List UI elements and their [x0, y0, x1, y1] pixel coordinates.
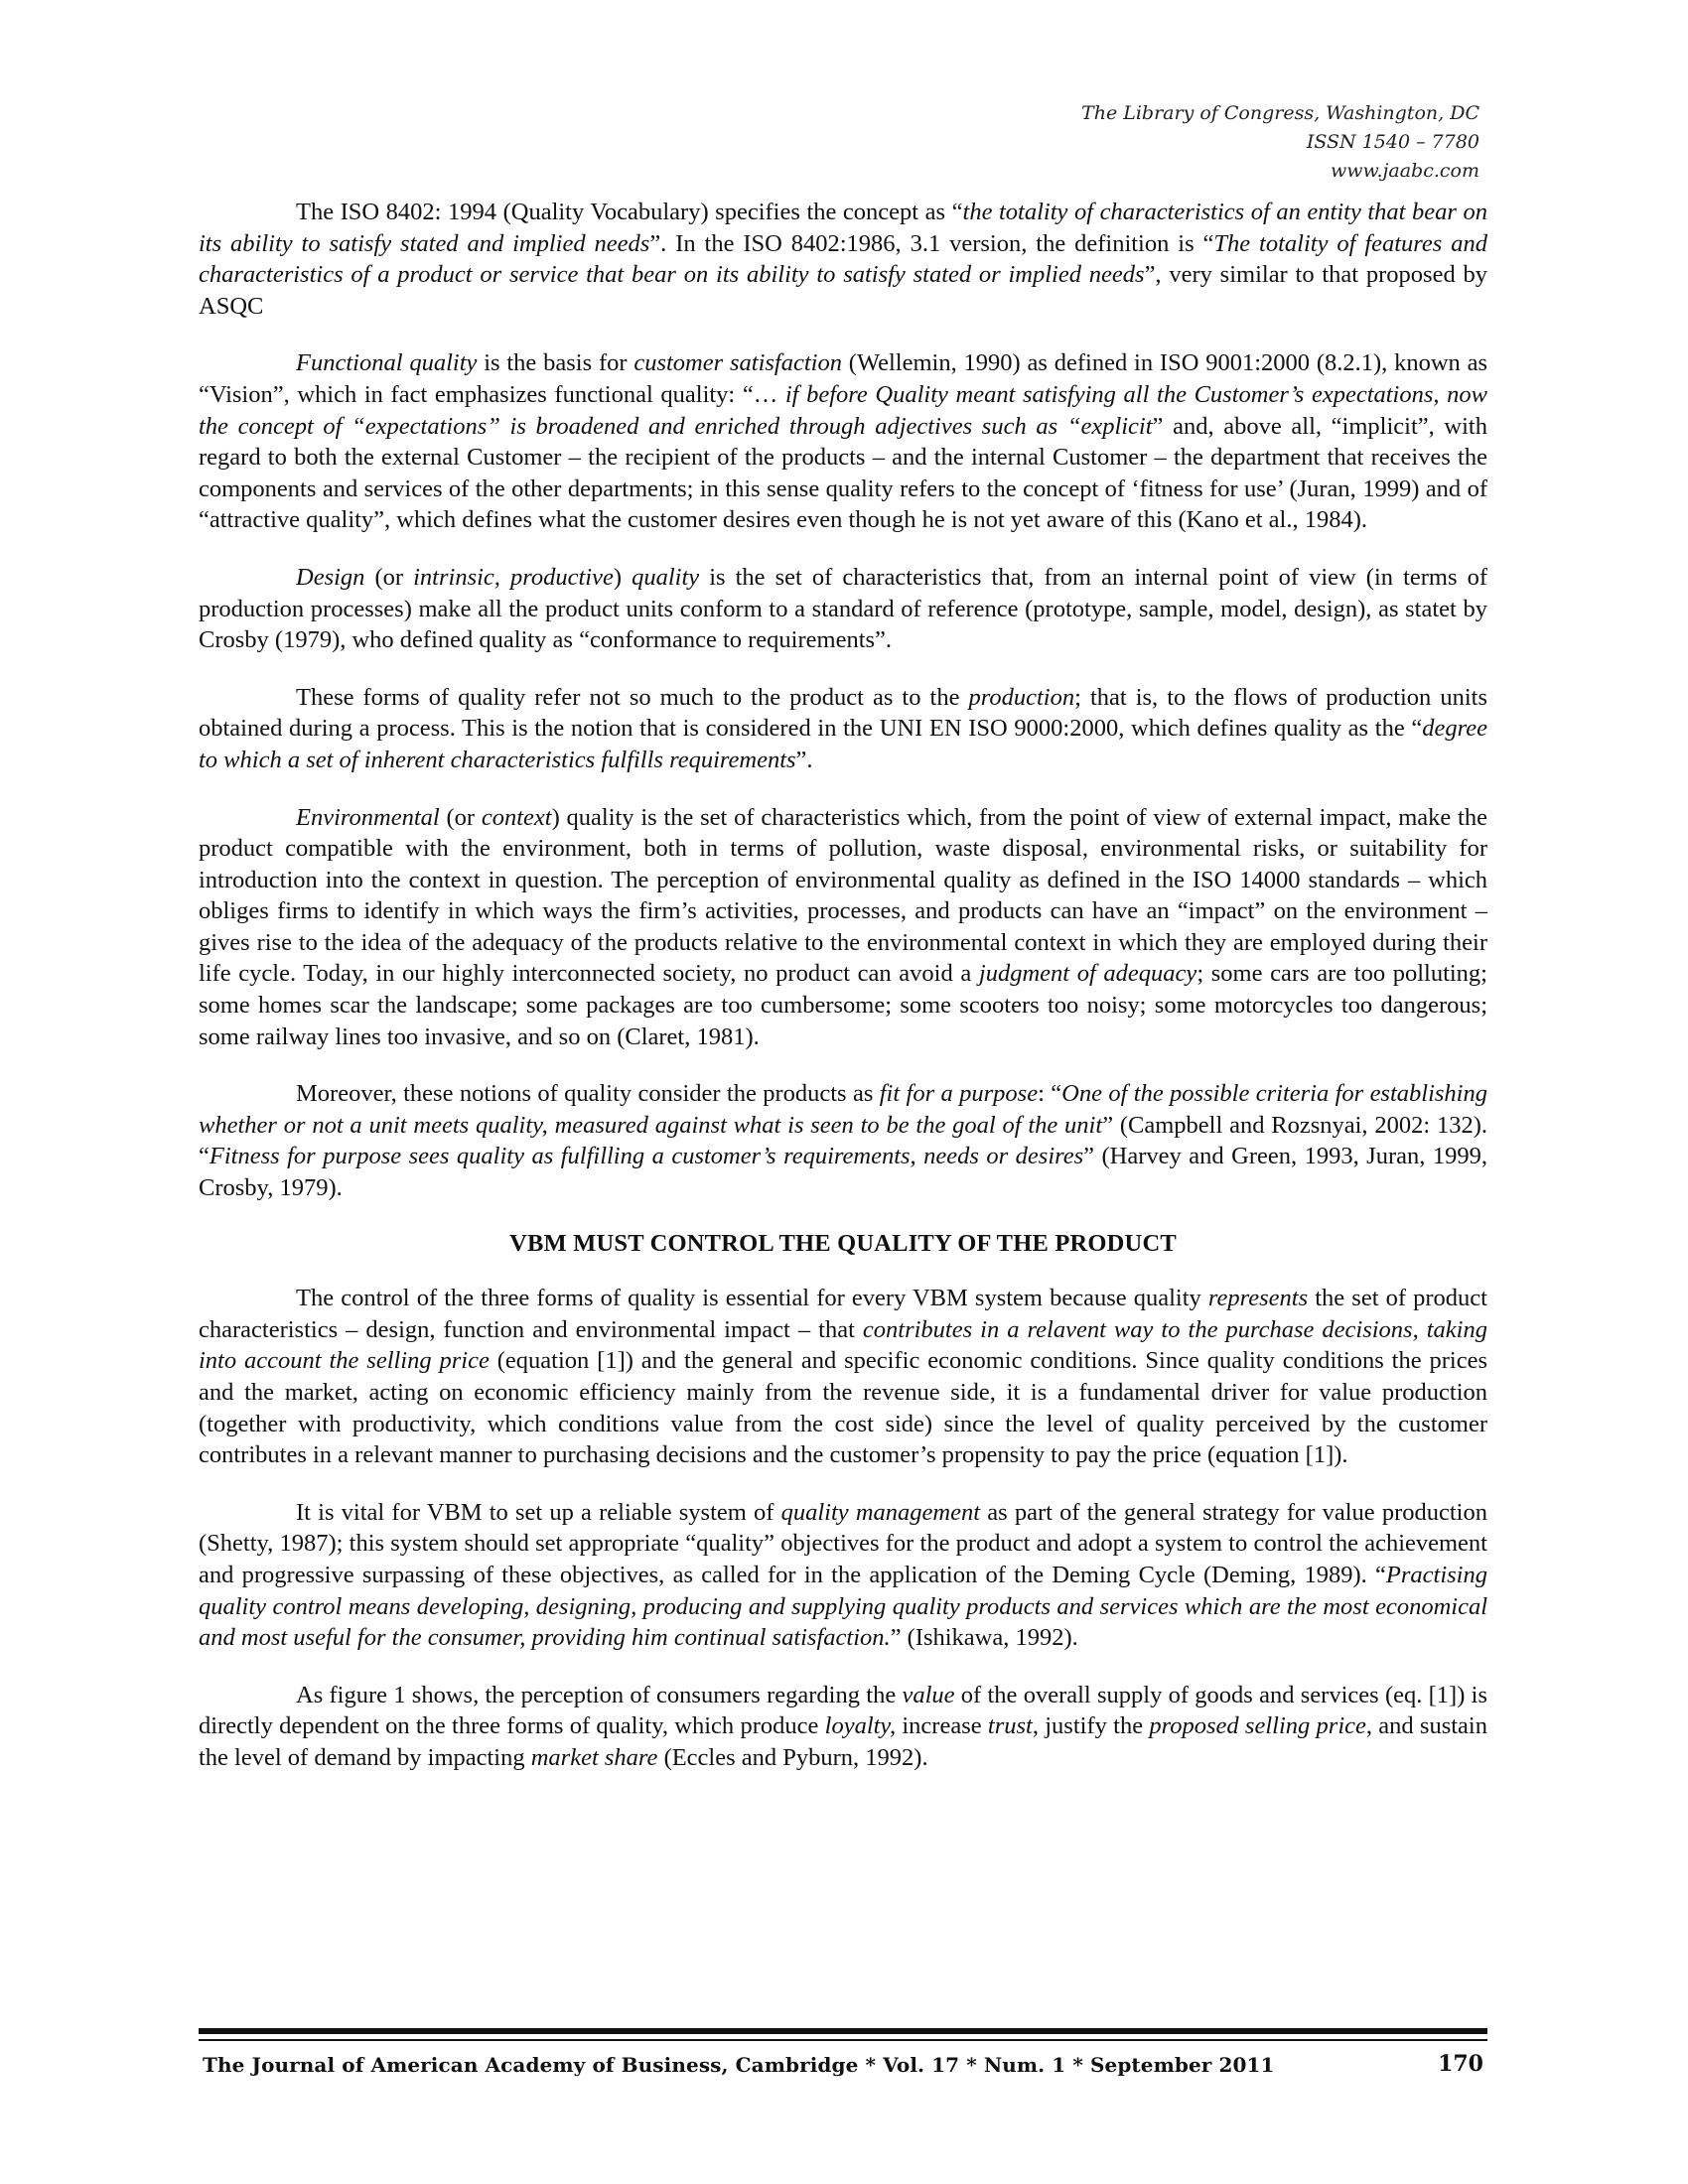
article-body [199, 197, 1487, 1800]
emphasis-text: contributes in a relavent way to the purchase decisions, taking into account the selling price [199, 1315, 1487, 1375]
emphasis-text: if before Quality meant satisfying all the Customer’s expectations, now the concept of “expectations” is broadened and enriched through adjectives such as “explicit [199, 380, 1487, 440]
text-run: ” (Harvey and Green, 1993, Juran, 1999, Crosby, 1979). [199, 1143, 1487, 1202]
emphasis-text: degree to which a set of inherent characteristics fulfills requirements [199, 715, 1487, 773]
emphasis-text: Environmental [296, 803, 440, 831]
text-run: ” (Campbell and Rozsnyai, 2002: 132). “ [199, 1111, 1487, 1170]
text-run: The ISO 8402: 1994 (Quality Vocabulary) specifies the concept as “ [296, 199, 963, 225]
header-issn: ISSN 1540 – 7780 [1306, 131, 1479, 153]
footer-rule-thick [199, 2028, 1487, 2034]
paragraph-iso-definition [199, 197, 1487, 322]
footer-journal-citation: The Journal of American Academy of Business, Cambridge * Vol. 17 * Num. 1 * September 2011 [203, 2053, 1275, 2077]
emphasis-text: customer satisfaction [633, 349, 842, 377]
paragraph-production-quality [199, 682, 1487, 776]
text-run: (equation [1]) and the general and specific economic conditions. Since quality conditions the prices and the market, acting on economic efficiency mainly from the revenue side, it is a fundamental driver for value production (together with productivity, which conditions value from the cost side) since the level of quality perceived by the customer contributes in a relevant manner to purchasing decisions and the customer’s propensity to pay the price (equation [1]). [199, 1347, 1487, 1469]
text-run: (Wellemin, 1990) as defined in ISO 9001:2000 (8.2.1), known as “Vision”, which in fact emphasizes functional quality: “… [199, 349, 1488, 408]
emphasis-text: market share [530, 1743, 658, 1771]
text-run: increase [896, 1712, 988, 1740]
paragraph-design-quality [199, 562, 1487, 656]
paragraph-consumer-perception [199, 1680, 1487, 1774]
emphasis-text: represents [1207, 1285, 1309, 1312]
emphasis-text: context [481, 803, 552, 831]
running-header [784, 99, 1479, 186]
header-website: www.jaabc.com [1330, 160, 1479, 182]
text-run: (Eccles and Pyburn, 1992). [657, 1743, 928, 1771]
emphasis-text: Fitness for purpose sees quality as fulfilling a customer’s requirements, needs or desires [209, 1143, 1084, 1170]
text-run: ; some cars are too polluting; some homes scar the landscape; some packages are too cumbersome; some scooters too noisy; some motorcycles too dangerous; some railway lines too invasive, and so on (Claret, 1981). [199, 960, 1487, 1050]
text-run: is the set of characteristics that, from an internal point of view (in terms of production processes) make all the product units conform to a standard of reference (prototype, sample, model, design), as statet by Crosby (1979), who defined quality as “conformance to requirements”. [199, 563, 1487, 654]
text-run: ) [613, 563, 633, 591]
emphasis-text: trust [987, 1712, 1033, 1740]
text-run: as part of the general strategy for value production (Shetty, 1987); this system should set appropriate “quality” objectives for the product and adopt a system to control the achievement and progressive surpassing of these objectives, as called for in the application of the Deming Cycle (Deming, 1989). “ [199, 1498, 1487, 1588]
emphasis-text: quality [632, 563, 700, 591]
text-run: The control of the three forms of quality is essential for every VBM system because quality [296, 1285, 1208, 1312]
text-run: , justify the [1032, 1712, 1150, 1740]
emphasis-text: the totality of characteristics of an entity that bear on its ability to satisfy stated and implied needs [199, 199, 1488, 257]
paragraph-environmental-quality [199, 802, 1487, 1053]
text-run: is the basis for [477, 349, 634, 377]
page-number: 170 [1438, 2051, 1483, 2077]
emphasis-text: fit for a purpose [879, 1080, 1039, 1108]
text-run: Moreover, these notions of quality consider the products as [296, 1080, 880, 1108]
text-run: ” (Ishikawa, 1992). [890, 1624, 1078, 1652]
emphasis-text: One of the possible criteria for establishing whether or not a unit meets quality, measured against what is seen to be the goal of the unit [199, 1080, 1487, 1139]
text-run: ) quality is the set of characteristics which, from the point of view of external impact, make the product compatible with the environment, both in terms of pollution, waste disposal, environmental risks, or suitability for introduction into the context in question. The perception of environmental quality as defined in the ISO 14000 standards – which obliges firms to identify in which ways the firm’s activities, processes, and products can have an “impact” on the environment – gives rise to the idea of the adequacy of the products relative to the environmental context in which they are employed during their life cycle. Today, in our highly interconnected society, no product can avoid a [199, 803, 1487, 988]
text-run: It is vital for VBM to set up a reliable system of [296, 1498, 781, 1526]
header-publisher: The Library of Congress, Washington, DC [1081, 102, 1479, 124]
text-run: As figure 1 shows, the perception of consumers regarding the [296, 1681, 903, 1708]
section-heading: VBM MUST CONTROL THE QUALITY OF THE PRODUCT [509, 1229, 1177, 1257]
text-run: ”, very similar to that proposed by ASQC [199, 261, 1487, 320]
emphasis-text: value [902, 1681, 955, 1708]
emphasis-text: Practising quality control means developing, designing, producing and supplying quality products and services which are the most economical and most useful for the consumer, providing him continual satisfaction. [199, 1561, 1487, 1652]
emphasis-text: Functional quality [296, 349, 478, 377]
paragraph-quality-management [199, 1497, 1487, 1654]
emphasis-text: production [968, 683, 1075, 711]
text-run: (or [364, 563, 414, 591]
text-run: (or [439, 803, 482, 831]
paragraph-fit-for-purpose [199, 1078, 1487, 1203]
text-run: ; that is, to the flows of production units obtained during a process. This is the notion that is considered in the UNI EN ISO 9000:2000, which defines quality as the “ [199, 683, 1487, 743]
emphasis-text: judgment of adequacy [978, 960, 1197, 988]
text-run: , and sustain the level of demand by impacting [199, 1712, 1487, 1771]
paragraph-quality-control [199, 1283, 1487, 1471]
emphasis-text: The totality of features and characteristics of a product or service that bear on its ability to satisfy stated or implied needs [199, 229, 1487, 289]
emphasis-text: loyalty, [824, 1712, 897, 1740]
emphasis-text: proposed selling price [1149, 1712, 1366, 1740]
emphasis-text: quality management [780, 1498, 981, 1526]
footer-rule-thin [199, 2039, 1487, 2041]
text-run: ”. [795, 746, 813, 773]
text-run: ”. In the ISO 8402:1986, 3.1 version, the definition is “ [649, 229, 1214, 257]
text-run: These forms of quality refer not so much to the product as to the [296, 683, 969, 711]
text-run: : “ [1038, 1080, 1062, 1108]
text-run: ” and, above all, “implicit”, with regard to both the external Customer – the recipient of the products – and the internal Customer – the department that receives the components and services of the other departments; in this sense quality refers to the concept of ‘fitness for use’ (Juran, 1999) and of “attractive quality”, which defines what the customer desires even though he is not yet aware of this (Kano et al., 1984). [199, 412, 1487, 534]
emphasis-text: intrinsic, productive [413, 563, 614, 591]
text-run: the set of product characteristics – design, function and environmental impact – that [199, 1285, 1487, 1343]
emphasis-text: Design [296, 563, 365, 591]
text-run: of the overall supply of goods and services (eq. [1]) is directly dependent on the three forms of quality, which produce [199, 1681, 1487, 1740]
paragraph-functional-quality [199, 347, 1487, 536]
